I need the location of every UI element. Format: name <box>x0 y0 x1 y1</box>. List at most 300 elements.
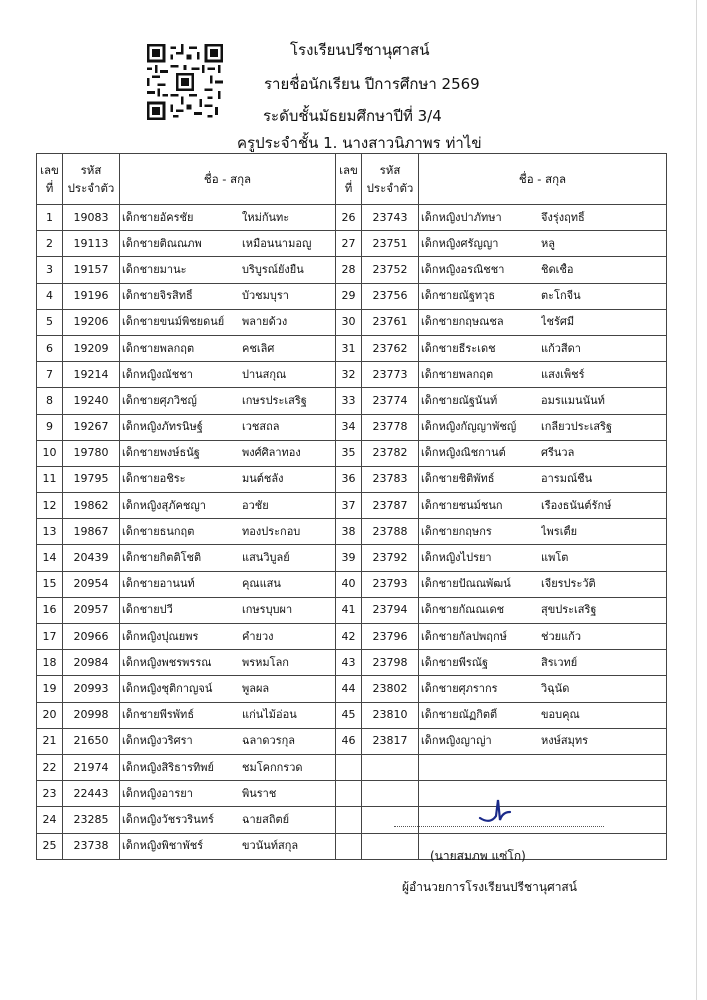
student-id: 19867 <box>63 519 120 545</box>
student-id: 23796 <box>362 624 419 650</box>
qr-code-icon <box>147 44 223 120</box>
table-row <box>37 414 667 440</box>
student-last-name: สุขประเสริฐ <box>541 603 597 617</box>
student-name <box>120 309 336 335</box>
table-row <box>37 833 667 859</box>
student-number <box>336 754 362 780</box>
student-number: 30 <box>336 309 362 335</box>
table-header-row <box>37 154 667 205</box>
student-name-parts <box>421 211 666 225</box>
student-id: 23285 <box>63 807 120 833</box>
student-first-name: เด็กหญิงพิชาพัชร์ <box>122 839 204 853</box>
table-row <box>37 597 667 623</box>
student-first-name: เด็กหญิงณัชชา <box>122 367 193 381</box>
student-id: 19780 <box>63 440 120 466</box>
student-name-parts <box>421 394 666 408</box>
student-first-name: เด็กชายณัฐทวุธ <box>421 289 496 303</box>
student-name <box>120 597 336 623</box>
header-no: เลข ที่ <box>336 154 362 205</box>
student-name-parts <box>122 551 335 565</box>
list-title: รายชื่อนักเรียน ปีการศึกษา 2569 <box>264 75 480 93</box>
student-last-name: พงศ์ศิลาทอง <box>242 446 301 460</box>
student-first-name: เด็กหญิงภัทรนิษฐ์ <box>122 420 203 434</box>
page-edge <box>696 0 697 1000</box>
student-number: 13 <box>37 519 63 545</box>
student-number <box>336 781 362 807</box>
student-name <box>419 702 667 728</box>
school-name: โรงเรียนปรีชานุศาสน์ <box>290 41 430 59</box>
student-last-name: บริบูรณ์ยั่งยืน <box>242 262 304 276</box>
student-first-name: เด็กชายพีรณัฐ <box>421 655 489 669</box>
student-last-name: ขอบคุณ <box>541 708 580 722</box>
student-number: 34 <box>336 414 362 440</box>
student-first-name: เด็กชายกฤษกร <box>421 524 492 538</box>
student-id: 19862 <box>63 493 120 519</box>
student-first-name: เด็กชายขนม์พิชยดนย์ <box>122 315 225 329</box>
student-name <box>120 283 336 309</box>
student-last-name: อมรแมนนันท์ <box>541 393 605 407</box>
student-last-name: ฉายสถิตย์ <box>242 812 290 826</box>
student-first-name: เด็กชายณัฏกิตติ์ <box>421 708 498 722</box>
roster-body <box>37 205 667 860</box>
student-id: 19157 <box>63 257 120 283</box>
student-number: 6 <box>37 335 63 361</box>
student-name-parts <box>122 420 335 434</box>
table-row <box>37 335 667 361</box>
student-first-name: เด็กหญิงปุณยพร <box>122 629 199 643</box>
student-id: 23773 <box>362 362 419 388</box>
student-id: 20984 <box>63 650 120 676</box>
student-number: 41 <box>336 597 362 623</box>
student-id: 19083 <box>63 205 120 231</box>
student-name-parts <box>421 368 666 382</box>
student-number: 45 <box>336 702 362 728</box>
table-row <box>37 545 667 571</box>
student-id <box>362 833 419 859</box>
student-id: 20966 <box>63 624 120 650</box>
student-name-parts <box>421 499 666 513</box>
student-name <box>120 807 336 833</box>
student-first-name: เด็กหญิงไปรยา <box>421 551 492 565</box>
student-id: 23798 <box>362 650 419 676</box>
student-number: 42 <box>336 624 362 650</box>
student-number: 26 <box>336 205 362 231</box>
student-id: 23788 <box>362 519 419 545</box>
student-name <box>419 571 667 597</box>
student-number <box>336 833 362 859</box>
student-id: 23761 <box>362 309 419 335</box>
student-first-name: เด็กชายปัณณพัฒน์ <box>421 577 511 591</box>
student-last-name: เกษรบุบผา <box>242 603 293 617</box>
student-name <box>120 781 336 807</box>
student-id: 20993 <box>63 676 120 702</box>
student-id: 19209 <box>63 335 120 361</box>
student-first-name: เด็กชายปวี <box>122 603 173 617</box>
student-first-name: เด็กชายศุภวิชญ์ <box>122 393 197 407</box>
student-last-name: คำยวง <box>242 629 274 643</box>
student-number: 25 <box>37 833 63 859</box>
student-first-name: เด็กหญิงกัญญาพัชญ์ <box>421 420 517 434</box>
student-name-parts <box>421 577 666 591</box>
student-number: 10 <box>37 440 63 466</box>
student-name-parts <box>122 472 335 486</box>
student-name <box>419 650 667 676</box>
student-number: 31 <box>336 335 362 361</box>
student-last-name: แก่นไม้อ่อน <box>242 708 297 722</box>
student-last-name: แพโต <box>541 551 569 565</box>
student-id: 23810 <box>362 702 419 728</box>
student-first-name: เด็กชายศุภรากร <box>421 681 498 695</box>
table-row <box>37 676 667 702</box>
student-name-parts <box>122 734 335 748</box>
student-last-name: ฉลาดวรกุล <box>242 734 296 748</box>
student-id: 23752 <box>362 257 419 283</box>
student-last-name: ชมโคกกรวด <box>242 760 303 774</box>
student-name <box>419 362 667 388</box>
student-name <box>120 624 336 650</box>
student-name-parts <box>122 630 335 644</box>
table-row <box>37 257 667 283</box>
student-name <box>120 231 336 257</box>
student-name <box>120 571 336 597</box>
student-last-name: ขวนันท์สกุล <box>242 839 299 853</box>
student-number: 7 <box>37 362 63 388</box>
qr-code <box>147 44 223 120</box>
student-id: 21650 <box>63 728 120 754</box>
header-full-name: ชื่อ - สกุล <box>419 154 667 205</box>
student-id: 23793 <box>362 571 419 597</box>
student-last-name: ทองประกอบ <box>242 524 301 538</box>
student-number: 29 <box>336 283 362 309</box>
student-number: 4 <box>37 283 63 309</box>
student-first-name: เด็กชายมานะ <box>122 262 187 276</box>
student-last-name: ไพรเตี้ย <box>541 524 578 538</box>
student-first-name: เด็กชายชิติพัทธ์ <box>421 472 495 486</box>
student-number: 40 <box>336 571 362 597</box>
student-id <box>362 807 419 833</box>
student-id: 19240 <box>63 388 120 414</box>
student-first-name: เด็กชายติณณภพ <box>122 236 202 250</box>
student-last-name: สิรเวทย์ <box>541 655 578 669</box>
student-id: 19113 <box>63 231 120 257</box>
table-row <box>37 807 667 833</box>
table-row <box>37 781 667 807</box>
student-name-parts <box>421 342 666 356</box>
table-row <box>37 231 667 257</box>
table-row <box>37 519 667 545</box>
student-last-name: ไชรัศมี <box>541 315 575 329</box>
student-number: 9 <box>37 414 63 440</box>
student-first-name: เด็กชายกฤษณชล <box>421 315 504 329</box>
student-number: 12 <box>37 493 63 519</box>
student-number: 11 <box>37 466 63 492</box>
student-last-name: คุณแสน <box>242 577 281 591</box>
student-number: 28 <box>336 257 362 283</box>
student-name-parts <box>421 420 666 434</box>
student-id: 23794 <box>362 597 419 623</box>
student-name <box>419 440 667 466</box>
student-name <box>419 231 667 257</box>
student-name <box>419 257 667 283</box>
student-name-parts <box>122 315 335 329</box>
student-id: 19795 <box>63 466 120 492</box>
student-name-parts <box>421 656 666 670</box>
student-first-name: เด็กหญิงวัชรวรินทร์ <box>122 812 214 826</box>
student-id: 19206 <box>63 309 120 335</box>
student-name-parts <box>122 499 335 513</box>
student-name-parts <box>421 734 666 748</box>
student-name <box>120 650 336 676</box>
student-number: 19 <box>37 676 63 702</box>
student-number: 36 <box>336 466 362 492</box>
table-row <box>37 309 667 335</box>
student-name <box>419 676 667 702</box>
student-name <box>120 754 336 780</box>
student-first-name: เด็กหญิงพชรพรรณ <box>122 655 212 669</box>
student-last-name: เรืองธนันต์รักษ์ <box>541 498 612 512</box>
student-number: 17 <box>37 624 63 650</box>
table-row <box>37 466 667 492</box>
table-row <box>37 702 667 728</box>
student-last-name: พลายด้วง <box>242 315 288 329</box>
class-level: ระดับชั้นมัธยมศึกษาปีที่ 3/4 <box>263 107 442 125</box>
student-first-name: เด็กชายกิตติโชติ <box>122 551 202 565</box>
student-name-parts <box>122 787 335 801</box>
student-last-name: หงษ์สมุทร <box>541 734 588 748</box>
student-number: 14 <box>37 545 63 571</box>
student-first-name: เด็กหญิงศรัญญา <box>421 236 499 250</box>
student-last-name: พูลผล <box>242 681 270 695</box>
student-name <box>419 807 667 833</box>
student-name <box>120 362 336 388</box>
student-number: 44 <box>336 676 362 702</box>
student-last-name: เหมือนนามอญู <box>242 236 312 250</box>
student-name-parts <box>122 525 335 539</box>
student-name-parts <box>122 839 335 853</box>
student-id: 23792 <box>362 545 419 571</box>
student-id: 21974 <box>63 754 120 780</box>
header-student-id: รหัส ประจำตัว <box>63 154 120 205</box>
student-name <box>419 335 667 361</box>
student-name <box>120 205 336 231</box>
student-id: 20954 <box>63 571 120 597</box>
student-name-parts <box>122 708 335 722</box>
student-name <box>120 257 336 283</box>
student-id: 23782 <box>362 440 419 466</box>
student-name <box>419 597 667 623</box>
student-last-name: ศรีนวล <box>541 446 575 460</box>
student-id: 23774 <box>362 388 419 414</box>
student-id: 23751 <box>362 231 419 257</box>
student-last-name: ช่วยแก้ว <box>541 629 582 643</box>
student-first-name: เด็กหญิงอรณิชชา <box>421 262 505 276</box>
student-first-name: เด็กชายจิรสิทธิ์ <box>122 289 193 303</box>
student-id: 23817 <box>362 728 419 754</box>
student-name-parts <box>421 263 666 277</box>
student-name <box>120 519 336 545</box>
student-first-name: เด็กชายอชิระ <box>122 472 186 486</box>
student-last-name: วิฉุนัด <box>541 681 570 695</box>
student-number: 20 <box>37 702 63 728</box>
student-roster-table <box>36 153 667 860</box>
student-name-parts <box>421 603 666 617</box>
student-first-name: เด็กหญิงชุติกาญจน์ <box>122 681 213 695</box>
student-name <box>419 545 667 571</box>
student-number <box>336 807 362 833</box>
student-last-name: เวชสถล <box>242 420 280 434</box>
student-number: 27 <box>336 231 362 257</box>
student-id <box>362 754 419 780</box>
student-number: 24 <box>37 807 63 833</box>
student-id: 22443 <box>63 781 120 807</box>
student-name <box>419 205 667 231</box>
signer-name: (นายสมภพ แซ่โก) <box>430 849 526 863</box>
table-row <box>37 493 667 519</box>
student-name-parts <box>122 603 335 617</box>
student-name <box>419 309 667 335</box>
student-first-name: เด็กหญิงสิริธารทิพย์ <box>122 760 214 774</box>
table-row <box>37 440 667 466</box>
student-number: 39 <box>336 545 362 571</box>
table-row <box>37 388 667 414</box>
student-name <box>120 493 336 519</box>
student-name-parts <box>122 289 335 303</box>
student-number: 15 <box>37 571 63 597</box>
student-id: 23743 <box>362 205 419 231</box>
student-last-name: แสงเพ็ชร์ <box>541 367 585 381</box>
student-id: 20998 <box>63 702 120 728</box>
student-name <box>419 388 667 414</box>
student-last-name: แก้วสีดา <box>541 341 581 355</box>
student-first-name: เด็กชายธนกฤต <box>122 524 195 538</box>
student-last-name: พรหมโลก <box>242 655 289 669</box>
student-number: 5 <box>37 309 63 335</box>
student-number: 3 <box>37 257 63 283</box>
student-name-parts <box>421 551 666 565</box>
student-name <box>419 466 667 492</box>
student-last-name: ตะโกจีน <box>541 289 581 303</box>
student-first-name: เด็กหญิงญาญ่า <box>421 734 492 748</box>
student-first-name: เด็กชายพีรพัทธ์ <box>122 708 195 722</box>
student-name-parts <box>421 682 666 696</box>
student-number: 35 <box>336 440 362 466</box>
student-name-parts <box>421 237 666 251</box>
student-id: 19196 <box>63 283 120 309</box>
student-number: 8 <box>37 388 63 414</box>
header-student-id: รหัส ประจำตัว <box>362 154 419 205</box>
table-row <box>37 650 667 676</box>
student-name-parts <box>421 289 666 303</box>
student-name-parts <box>421 630 666 644</box>
student-name-parts <box>122 237 335 251</box>
student-first-name: เด็กชายกัณณเดช <box>421 603 505 617</box>
student-last-name: ปานสกุณ <box>242 367 287 381</box>
student-first-name: เด็กชายธีระเดช <box>421 341 496 355</box>
student-number: 37 <box>336 493 362 519</box>
table-row <box>37 205 667 231</box>
student-id: 23738 <box>63 833 120 859</box>
student-name-parts <box>122 368 335 382</box>
student-last-name: อารมณ์ชื่น <box>541 472 593 486</box>
student-last-name: เจียรประวัติ <box>541 577 596 591</box>
student-last-name: อวชัย <box>242 498 269 512</box>
student-first-name: เด็กชายพงษ์ธนัฐ <box>122 446 200 460</box>
student-last-name: เกลียวประเสริฐ <box>541 420 613 434</box>
student-last-name: หลู <box>541 236 555 250</box>
student-name <box>120 833 336 859</box>
student-number: 43 <box>336 650 362 676</box>
student-name-parts <box>122 446 335 460</box>
student-name-parts <box>421 708 666 722</box>
student-name-parts <box>122 211 335 225</box>
table-row <box>37 624 667 650</box>
student-name <box>419 754 667 780</box>
student-first-name: เด็กหญิงอารยา <box>122 786 193 800</box>
student-last-name: บัวชมบุรา <box>242 289 289 303</box>
student-id: 19267 <box>63 414 120 440</box>
student-number: 32 <box>336 362 362 388</box>
student-name <box>120 702 336 728</box>
student-id: 23778 <box>362 414 419 440</box>
student-number: 23 <box>37 781 63 807</box>
student-number: 16 <box>37 597 63 623</box>
student-name <box>419 624 667 650</box>
student-name <box>120 414 336 440</box>
student-name-parts <box>122 656 335 670</box>
student-name <box>120 335 336 361</box>
student-id: 20957 <box>63 597 120 623</box>
student-number: 18 <box>37 650 63 676</box>
homeroom-teacher: ครูประจำชั้น 1. นางสาวนิภาพร ท่าไข่ <box>237 134 482 152</box>
student-first-name: เด็กหญิงวริศรา <box>122 734 193 748</box>
student-name-parts <box>122 263 335 277</box>
student-name <box>120 388 336 414</box>
student-name-parts <box>122 577 335 591</box>
student-last-name: มนต์ชลัง <box>242 472 284 486</box>
student-last-name: เกษรประเสริฐ <box>242 393 307 407</box>
table-row <box>37 728 667 754</box>
student-id: 23756 <box>362 283 419 309</box>
student-number: 2 <box>37 231 63 257</box>
student-first-name: เด็กชายณัฐนันท์ <box>421 393 498 407</box>
student-name-parts <box>122 761 335 775</box>
student-number: 33 <box>336 388 362 414</box>
header-full-name: ชื่อ - สกุล <box>120 154 336 205</box>
student-name-parts <box>122 813 335 827</box>
student-last-name: พินราช <box>242 786 277 800</box>
student-id <box>362 781 419 807</box>
student-id: 23762 <box>362 335 419 361</box>
table-row <box>37 283 667 309</box>
student-name <box>419 414 667 440</box>
student-id: 19214 <box>63 362 120 388</box>
table-row <box>37 571 667 597</box>
student-first-name: เด็กชายอานนท์ <box>122 577 195 591</box>
signer-position: ผู้อำนวยการโรงเรียนปรีชานุศาสน์ <box>402 880 577 894</box>
student-first-name: เด็กชายอัครชัย <box>122 210 194 224</box>
student-number: 22 <box>37 754 63 780</box>
student-number: 21 <box>37 728 63 754</box>
signature-line <box>394 826 604 827</box>
student-id: 23783 <box>362 466 419 492</box>
header-no: เลข ที่ <box>37 154 63 205</box>
student-id: 23802 <box>362 676 419 702</box>
student-name <box>419 728 667 754</box>
student-last-name: คชเลิศ <box>242 341 275 355</box>
student-number: 38 <box>336 519 362 545</box>
student-name <box>120 466 336 492</box>
student-last-name: แสนวิบูลย์ <box>242 551 290 565</box>
